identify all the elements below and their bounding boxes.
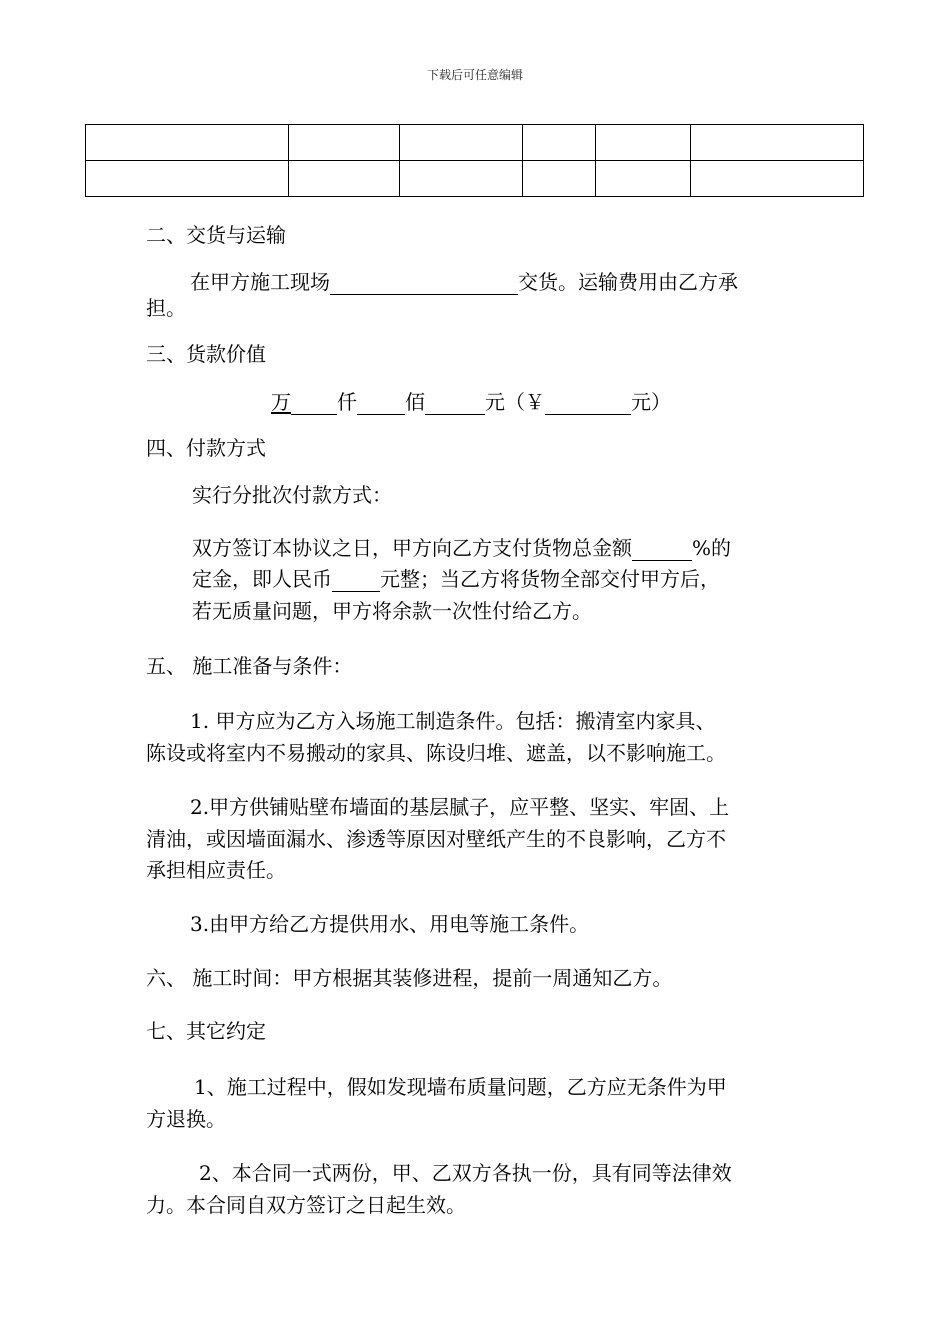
- delivery-text-a: 在甲方施工现场: [190, 270, 330, 294]
- deposit-percent-blank[interactable]: [632, 538, 692, 561]
- table-cell: [523, 161, 596, 197]
- table-row: [86, 125, 864, 161]
- table-cell: [596, 125, 691, 161]
- delivery-location-blank[interactable]: [330, 272, 518, 295]
- payment-line-1: [192, 538, 731, 561]
- prep-item-2-line-1: 2.甲方供铺贴壁布墙面的基层腻子，应平整、坚实、牢固、上: [190, 795, 730, 819]
- prep-item-2-line-2: 清油，或因墙面漏水、渗透等原因对壁纸产生的不良影响，乙方不: [146, 827, 726, 851]
- unit-wan: 万: [271, 390, 291, 414]
- section-heading-other: 七、其它约定: [146, 1019, 266, 1043]
- other-item-2-line-1: 2、本合同一式两份，甲、乙双方各执一份，具有同等法律效: [199, 1161, 732, 1185]
- other-item-2-line-2: 力。本合同自双方签订之日起生效。: [146, 1193, 466, 1217]
- payment-line-3: 若无质量问题，甲方将余款一次性付给乙方。: [192, 599, 592, 623]
- table-cell: [596, 161, 691, 197]
- section-heading-preparation: 五、 施工准备与条件：: [146, 654, 353, 678]
- blank-table: [85, 124, 864, 197]
- prep-item-1-line-2: 陈设或将室内不易搬动的家具、陈设归堆、遮盖，以不影响施工。: [146, 741, 726, 765]
- deposit-amount-blank[interactable]: [332, 569, 380, 592]
- section-construction-time: 六、 施工时间：甲方根据其装修进程，提前一周通知乙方。: [146, 966, 673, 990]
- qian-blank[interactable]: [357, 392, 405, 415]
- bai-blank[interactable]: [425, 392, 485, 415]
- page-header: 下载后可任意编辑: [426, 68, 523, 82]
- other-item-1-line-1: 1、施工过程中，假如发现墙布质量问题，乙方应无条件为甲: [194, 1075, 727, 1099]
- percent-suffix: %的: [692, 536, 732, 560]
- payment-text: 双方签订本协议之日，甲方向乙方支付货物总金额: [192, 536, 632, 560]
- prep-item-2-line-3: 承担相应责任。: [146, 858, 286, 882]
- section-heading-delivery: 二、交货与运输: [146, 223, 286, 247]
- section-heading-price: 三、货款价值: [146, 342, 266, 366]
- delivery-line-1: [190, 272, 738, 295]
- payment-line-2: [192, 569, 720, 592]
- wan-blank[interactable]: [291, 392, 337, 415]
- price-amount-line: [271, 392, 671, 415]
- unit-qian: 仟: [337, 390, 357, 414]
- delivery-line-2: 担。: [146, 296, 186, 320]
- payment-text: 定金，即人民币: [192, 567, 332, 591]
- table-cell: [289, 125, 400, 161]
- other-item-1-line-2: 方退换。: [146, 1107, 226, 1131]
- section-heading-payment: 四、付款方式: [146, 436, 266, 460]
- payment-text: 元整；当乙方将货物全部交付甲方后，: [380, 567, 720, 591]
- unit-yuan-close: 元）: [631, 390, 671, 414]
- table-cell: [691, 125, 864, 161]
- delivery-text-b: 交货。运输费用由乙方承: [518, 270, 738, 294]
- unit-yuan-open: 元（￥: [485, 390, 545, 414]
- payment-method: 实行分批次付款方式：: [192, 483, 392, 507]
- table-cell: [523, 125, 596, 161]
- table-cell: [691, 161, 864, 197]
- prep-item-3: 3.由甲方给乙方提供用水、用电等施工条件。: [190, 912, 590, 936]
- table-cell: [86, 125, 289, 161]
- yuan-figure-blank[interactable]: [545, 392, 631, 415]
- table-cell: [289, 161, 400, 197]
- table-row: [86, 161, 864, 197]
- table-cell: [400, 161, 523, 197]
- prep-item-1-line-1: 1. 甲方应为乙方入场施工制造条件。包括：搬清室内家具、: [190, 709, 716, 733]
- table-cell: [400, 125, 523, 161]
- table-cell: [86, 161, 289, 197]
- unit-bai: 佰: [405, 390, 425, 414]
